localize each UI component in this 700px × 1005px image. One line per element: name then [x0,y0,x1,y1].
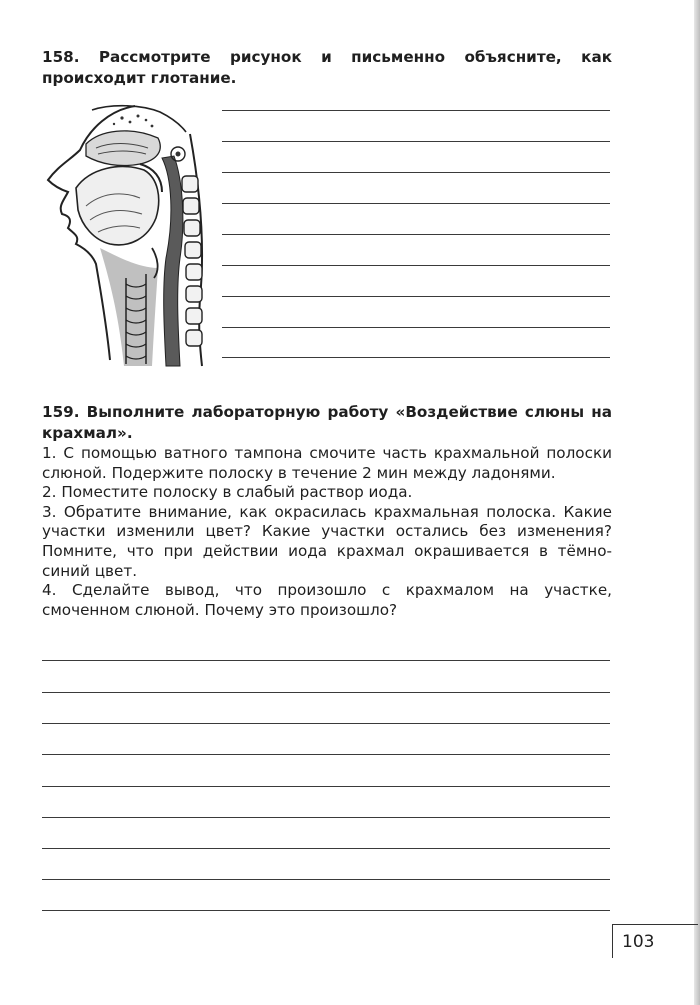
task-159-step-4: 4. Сделайте вывод, что произошло с крахмалом на участке, смоченном слюной. Почему это произошло? [42,581,612,619]
task-159-number: 159. [42,403,80,421]
answer-line[interactable] [222,265,610,266]
answer-line[interactable] [42,910,610,911]
answer-line[interactable] [42,879,610,880]
answer-line[interactable] [222,296,610,297]
head-section-illustration-icon [40,98,212,370]
task-159-step-2: 2. Поместите полоску в слабый раствор иода. [42,483,413,502]
page-edge [694,0,700,1005]
task-159-step-3: 3. Обратите внимание, как окрасилась крахмальная полоска. Какие участки изменили цвет? Какие участки остались без изменения? Помните, что при действии иода крахмал окрашивается в тёмно-синий цвет. [42,502,612,580]
page-number: 103 [612,924,698,958]
task-159-step-1: 1. С помощью ватного тампона смочите часть крахмальной полоски слюной. Подержите полоску в течение 2 мин между ладонями. [42,444,612,482]
answer-line[interactable] [222,141,610,142]
task-159-steps [42,444,612,620]
answer-line[interactable] [42,692,610,693]
answer-line[interactable] [222,234,610,235]
answer-line[interactable] [42,754,610,755]
task-158-number: 158. [42,48,80,66]
answer-line[interactable] [42,817,610,818]
answer-line[interactable] [222,327,610,328]
answer-line[interactable] [42,660,610,661]
answer-line[interactable] [222,110,610,111]
answer-line[interactable] [42,723,610,724]
task-159-text: Выполните лабораторную работу «Воздействие слюны на крахмал». [42,403,612,442]
task-159-heading [42,402,612,444]
answer-line[interactable] [222,203,610,204]
task-158-text: Рассмотрите рисунок и письменно объясните, как происходит глотание. [42,48,612,87]
answer-line[interactable] [222,357,610,358]
answer-line[interactable] [42,786,610,787]
answer-line[interactable] [222,172,610,173]
task-158-heading [42,47,612,89]
answer-line[interactable] [42,848,610,849]
